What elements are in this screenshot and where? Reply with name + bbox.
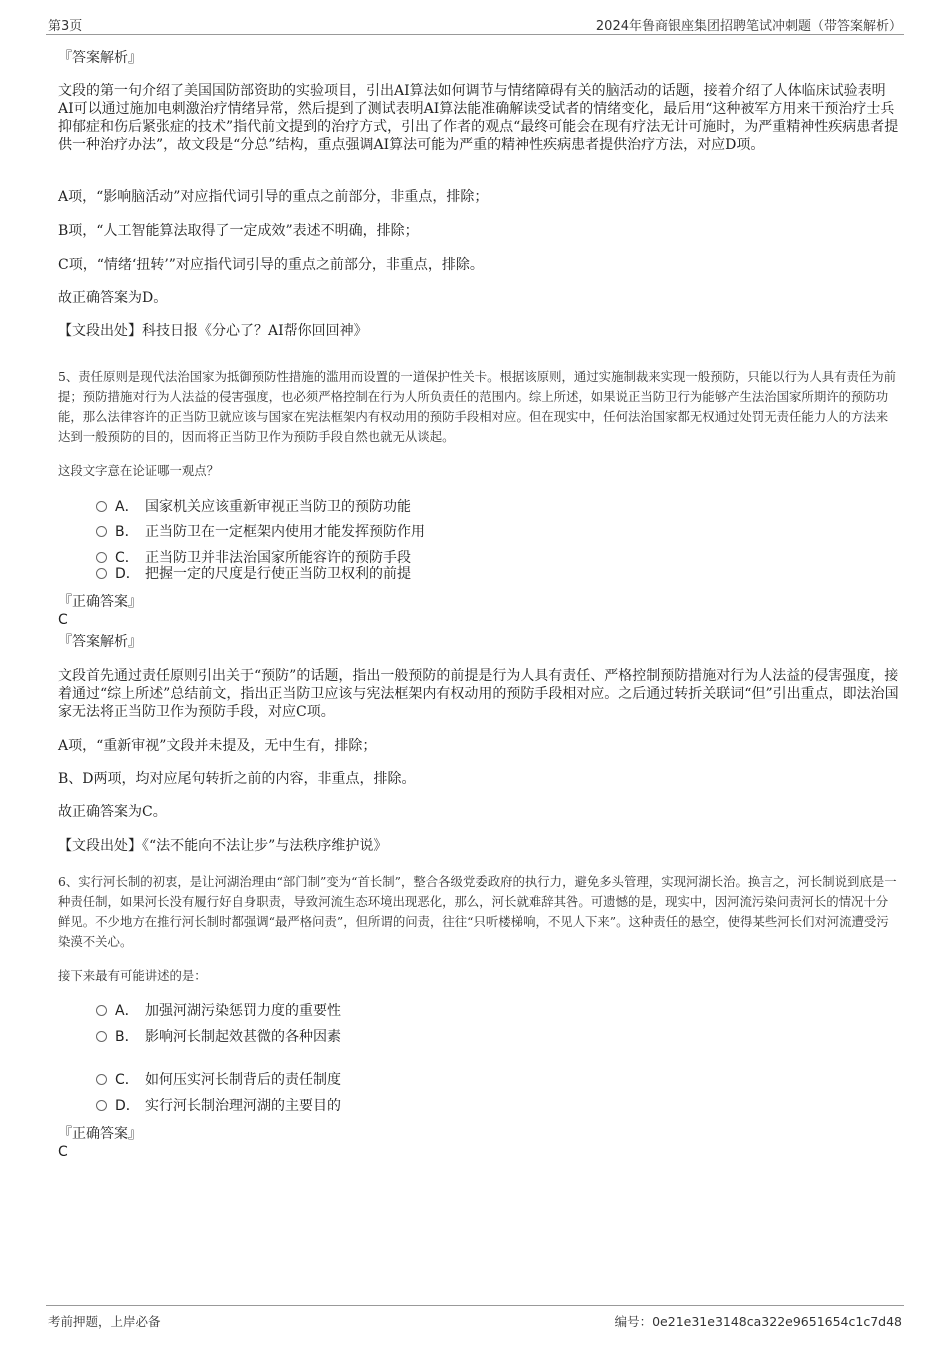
analysis-source: 【文段出处】科技日报《分心了？AI帮你回回神》 bbox=[58, 323, 368, 339]
question-6-option-b[interactable]: B． 影响河长制起效甚微的各种因素 bbox=[96, 1028, 341, 1046]
document-title: 2024年鲁商银座集团招聘笔试冲刺题（带答案解析） bbox=[595, 19, 902, 34]
radio-icon[interactable] bbox=[96, 1031, 107, 1042]
analysis-option-a: A项，“影响脑活动”对应指代词引导的重点之前部分，非重点，排除； bbox=[58, 189, 489, 205]
question-6-option-a[interactable]: A． 加强河湖污染惩罚力度的重要性 bbox=[96, 1002, 341, 1020]
radio-icon[interactable] bbox=[96, 1074, 107, 1085]
question-5-analysis-a: A项，“重新审视”文段并未提及，无中生有，排除； bbox=[58, 738, 377, 754]
radio-icon[interactable] bbox=[96, 501, 107, 512]
question-5-option-b[interactable]: B． 正当防卫在一定框架内使用才能发挥预防作用 bbox=[96, 523, 425, 541]
question-6-answer: C bbox=[58, 1144, 68, 1160]
question-6-option-c[interactable]: C． 如何压实河长制背后的责任制度 bbox=[96, 1071, 341, 1089]
analysis-label: 『答案解析』 bbox=[58, 50, 142, 66]
analysis-conclusion: 故正确答案为D。 bbox=[58, 290, 168, 306]
question-5-analysis: 文段首先通过责任原则引出关于“预防”的话题，指出一般预防的前提是行为人具有责任、严格控制预防措施对行为人法益的侵害强度，接着通过“综上所述”总结前文，指出正当防卫应该与宪法框架内有权动用的预防手段相对应。之后通过转折关联词“但”引出重点，即法治国家无法将正当防卫作为预防手段，对应C项。 bbox=[58, 668, 899, 720]
question-5-prompt: 这段文字意在论证哪一观点？ bbox=[58, 463, 220, 478]
question-6-stem: 6、实行河长制的初衷，是让河湖治理由“部门制”变为“首长制”，整合各级党委政府的执行力，避免多头管理，实现河湖长治。换言之，河长制说到底是一种责任制，如果河长没有履行好自身职责，导致河流生态环境出现恶化，那么，河长就难辞其咎。可遗憾的是，现实中，因河流污染问责河长的情况十分鲜见。不少地方在推行河长制时都强调“最严格问责”，但所谓的问责，往往“只听楼梯响，不见人下来”。这种责任的悬空，使得某些河长们对河流遭受污染漠不关心。 bbox=[58, 874, 897, 949]
analysis-option-b: B项，“人工智能算法取得了一定成效”表述不明确，排除； bbox=[58, 223, 419, 239]
analysis-text: 文段的第一句介绍了美国国防部资助的实验项目，引出AI算法如何调节与情绪障碍有关的脑活动的话题，接着介绍了人体临床试验表明AI可以通过施加电刺激治疗情绪异常，然后提到了测试表明AI算法能准确解读受试者的情绪变化，最后用“这种被军方用来干预治疗士兵抑郁症和伤后紧张症的技术”指代前文提到的治疗方式，引出了作者的观点“最终可能会在现有疗法无计可施时，为严重精神性疾病患者提供一种治疗办法”，故文段是“分总”结构，重点强调AI算法可能为严重的精神性疾病患者提供治疗方法，对应D项。 bbox=[58, 83, 899, 153]
question-5-answer: C bbox=[58, 612, 68, 628]
question-5-option-c[interactable]: C． 正当防卫并非法治国家所能容许的预防手段 bbox=[96, 549, 411, 567]
question-5-analysis-bd: B、D两项，均对应尾句转折之前的内容，非重点，排除。 bbox=[58, 771, 416, 787]
analysis-option-c: C项，“情绪‘扭转’”对应指代词引导的重点之前部分，非重点，排除。 bbox=[58, 257, 484, 273]
question-6-prompt: 接下来最有可能讲述的是： bbox=[58, 968, 207, 983]
page-number: 第3页 bbox=[48, 19, 83, 34]
radio-icon[interactable] bbox=[96, 526, 107, 537]
question-6-answer-label: 『正确答案』 bbox=[58, 1126, 142, 1142]
document-code: 编号：0e21e31e3148ca322e9651654c1c7d48 bbox=[614, 1314, 902, 1329]
radio-icon[interactable] bbox=[96, 1005, 107, 1016]
page-footer bbox=[46, 1305, 904, 1329]
question-5-answer-label: 『正确答案』 bbox=[58, 594, 142, 610]
question-6-option-d[interactable]: D． 实行河长制治理河湖的主要目的 bbox=[96, 1097, 341, 1115]
question-5-option-d[interactable]: D． 把握一定的尺度是行使正当防卫权利的前提 bbox=[96, 565, 411, 583]
question-5-conclusion: 故正确答案为C。 bbox=[58, 804, 167, 820]
question-5-source: 【文段出处】《“法不能向不法让步”与法秩序维护说》 bbox=[58, 838, 388, 854]
question-5-option-a[interactable]: A． 国家机关应该重新审视正当防卫的预防功能 bbox=[96, 498, 411, 516]
question-5-analysis-label: 『答案解析』 bbox=[58, 634, 142, 650]
radio-icon[interactable] bbox=[96, 552, 107, 563]
question-5-stem: 5、责任原则是现代法治国家为抵御预防性措施的滥用而设置的一道保护性关卡。根据该原则，通过实施制裁来实现一般预防，只能以行为人具有责任为前提；预防措施对行为人法益的侵害强度，也必须严格控制在行为人所负责任的范围内。综上所述，如果说正当防卫行为能够产生法治国家所期许的预防功能，那么法律容许的正当防卫就应该与国家在宪法框架内有权动用的预防手段相对应。但在现实中，任何法治国家都无权通过处罚无责任能力人的方法来达到一般预防的目的，因而将正当防卫作为预防手段自然也就无从谈起。 bbox=[58, 369, 897, 444]
radio-icon[interactable] bbox=[96, 568, 107, 579]
radio-icon[interactable] bbox=[96, 1100, 107, 1111]
page-header bbox=[46, 14, 904, 35]
footer-slogan: 考前押题，上岸必备 bbox=[48, 1314, 161, 1329]
